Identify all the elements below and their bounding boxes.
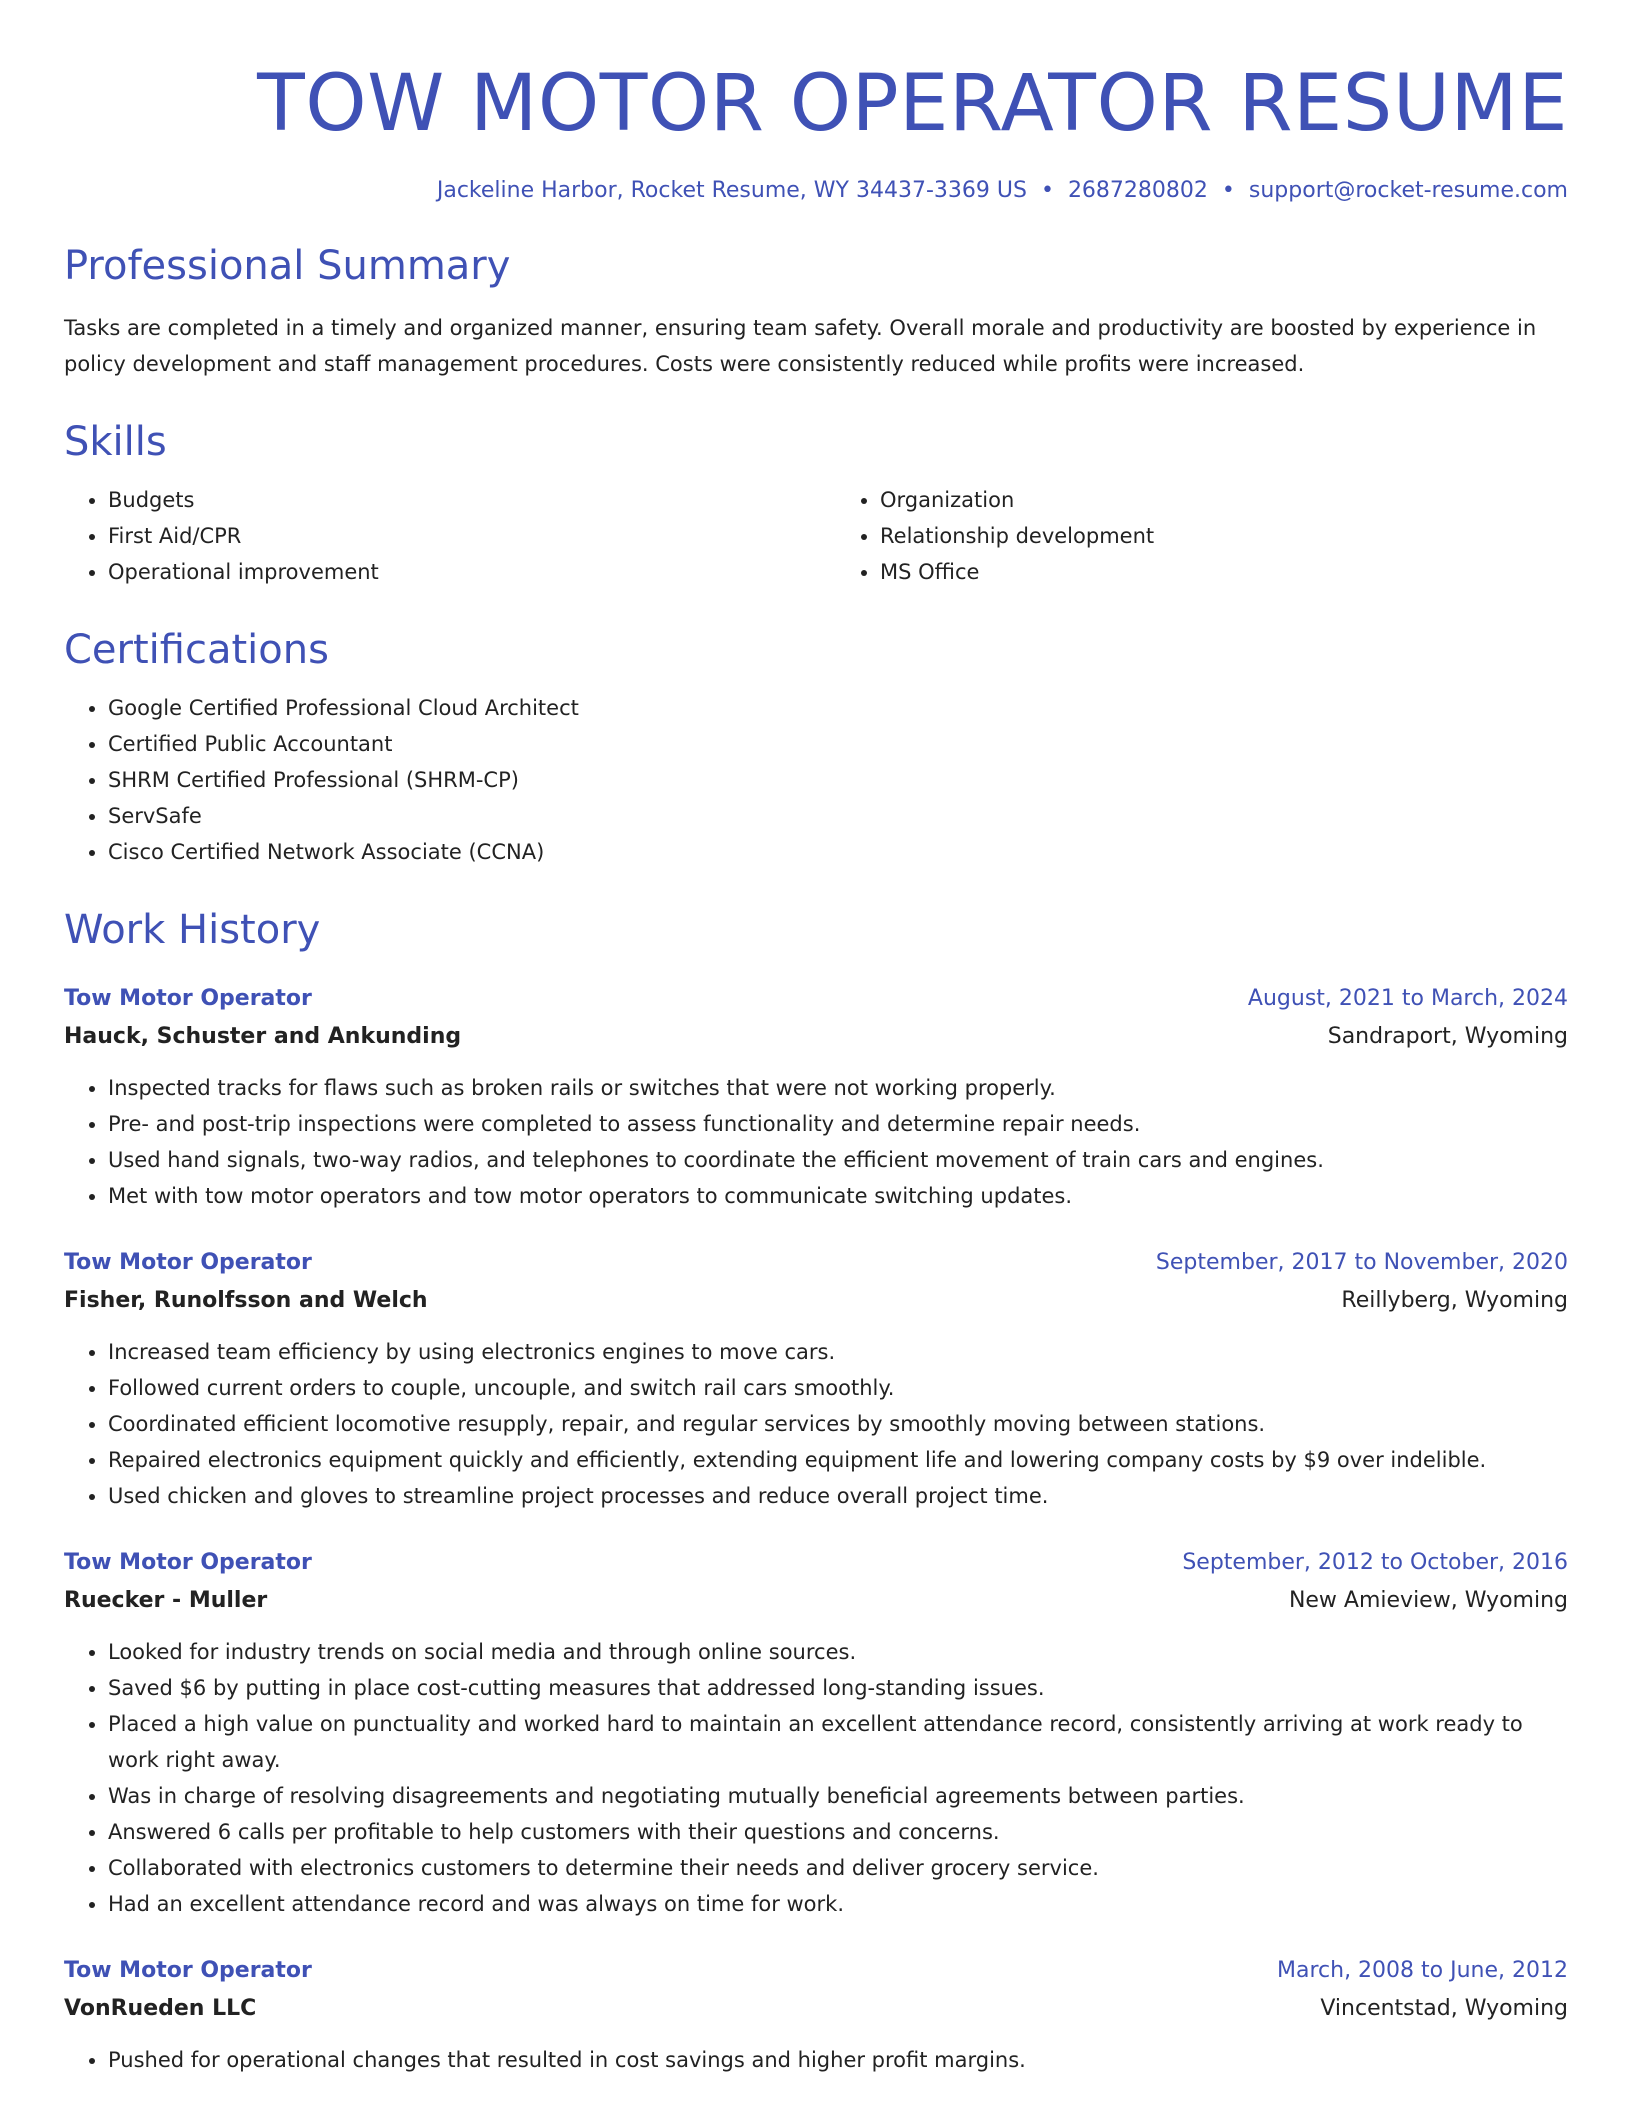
job-header-row xyxy=(64,980,1568,1018)
job-duty-item: • Collaborated with electronics customers to determine their needs and deliver grocery service. xyxy=(108,1850,1568,1886)
skills-list-right xyxy=(836,482,1568,590)
job-duty-item: • Was in charge of resolving disagreements and negotiating mutually beneficial agreements between parties. xyxy=(108,1778,1568,1814)
job-duty-item: • Had an excellent attendance record and was always on time for work. xyxy=(108,1886,1568,1922)
job-duty-item: • Coordinated efficient locomotive resupply, repair, and regular services by smoothly moving between stations. xyxy=(108,1406,1568,1442)
job-company-row xyxy=(64,1990,1568,2028)
job-company-row xyxy=(64,1018,1568,1056)
job-duty-item: • Placed a high value on punctuality and worked hard to maintain an excellent attendance record, consistently arriving at work ready to work right away. xyxy=(108,1706,1568,1778)
skill-item: • First Aid/CPR xyxy=(108,518,796,554)
job-duty-item: • Used chicken and gloves to streamline project processes and reduce overall project time. xyxy=(108,1478,1568,1514)
job-company: Fisher, Runolfsson and Welch xyxy=(64,1288,428,1313)
job-duty-item: • Used hand signals, two-way radios, and telephones to coordinate the efficient movement of train cars and engines. xyxy=(108,1142,1568,1178)
job-dates: August, 2021 to March, 2024 xyxy=(1247,986,1568,1011)
job-title: Tow Motor Operator xyxy=(64,1250,312,1275)
job-location: Reillyberg, Wyoming xyxy=(1341,1288,1568,1313)
work-history-heading: Work History xyxy=(64,907,321,953)
job-duty-item: • Increased team efficiency by using electronics engines to move cars. xyxy=(108,1334,1568,1370)
job-company: Hauck, Schuster and Ankunding xyxy=(64,1024,462,1049)
summary-section xyxy=(64,242,1568,382)
contact-email: support@rocket-resume.com xyxy=(1248,178,1568,203)
contact-phone: 2687280802 xyxy=(1067,178,1208,203)
certification-item: • Certified Public Accountant xyxy=(108,726,1568,762)
job-title: Tow Motor Operator xyxy=(64,1550,312,1575)
job-duty-item: • Looked for industry trends on social media and through online sources. xyxy=(108,1634,1568,1670)
contact-address: Jackeline Harbor, Rocket Resume, WY 34437-3369 US xyxy=(436,178,1027,203)
job-title: Tow Motor Operator xyxy=(64,1958,312,1983)
resume-title: TOW MOTOR OPERATOR RESUME xyxy=(257,59,1568,149)
job-header-row xyxy=(64,1244,1568,1282)
certification-item: • ServSafe xyxy=(108,798,1568,834)
job-company: VonRueden LLC xyxy=(64,1996,257,2021)
job-title: Tow Motor Operator xyxy=(64,986,312,1011)
work-history-section xyxy=(64,906,1568,2078)
job-dates: September, 2017 to November, 2020 xyxy=(1155,1250,1568,1275)
job-entry xyxy=(64,980,1568,1214)
job-entry xyxy=(64,1952,1568,2078)
skill-item: • Organization xyxy=(880,482,1568,518)
certifications-section xyxy=(64,626,1568,870)
certifications-list xyxy=(64,690,1568,870)
separator-dot: • xyxy=(1221,178,1235,203)
job-dates: March, 2008 to June, 2012 xyxy=(1277,1958,1568,1983)
job-header-row xyxy=(64,1544,1568,1582)
job-duty-item: • Followed current orders to couple, uncouple, and switch rail cars smoothly. xyxy=(108,1370,1568,1406)
skill-item: • MS Office xyxy=(880,554,1568,590)
job-header-row xyxy=(64,1952,1568,1990)
summary-text: Tasks are completed in a timely and organized manner, ensuring team safety. Overall morale and productivity are boosted by experience in policy development and staff management procedures. Costs were consistently reduced while profits were increased. xyxy=(64,316,1537,376)
job-dates: September, 2012 to October, 2016 xyxy=(1182,1550,1568,1575)
job-duties-list xyxy=(64,1070,1568,1214)
skill-item: • Budgets xyxy=(108,482,796,518)
job-duty-item: • Saved $6 by putting in place cost-cutting measures that addressed long-standing issues. xyxy=(108,1670,1568,1706)
job-duties-list xyxy=(64,1634,1568,1922)
job-duty-item: • Inspected tracks for flaws such as broken rails or switches that were not working properly. xyxy=(108,1070,1568,1106)
job-location: New Amieview, Wyoming xyxy=(1288,1588,1568,1613)
job-duty-item: • Pushed for operational changes that resulted in cost savings and higher profit margins. xyxy=(108,2042,1568,2078)
job-duties-list xyxy=(64,1334,1568,1514)
job-entry xyxy=(64,1244,1568,1514)
job-duty-item: • Answered 6 calls per profitable to help customers with their questions and concerns. xyxy=(108,1814,1568,1850)
certification-item: • Google Certified Professional Cloud Architect xyxy=(108,690,1568,726)
job-company-row xyxy=(64,1582,1568,1620)
skill-item: • Operational improvement xyxy=(108,554,796,590)
skills-list-left xyxy=(64,482,796,590)
job-duties-list xyxy=(64,2042,1568,2078)
certifications-heading: Certifications xyxy=(64,627,329,673)
job-company-row xyxy=(64,1282,1568,1320)
skills-grid xyxy=(64,466,1568,590)
summary-heading: Professional Summary xyxy=(64,243,511,289)
job-location: Sandraport, Wyoming xyxy=(1327,1024,1568,1049)
skill-item: • Relationship development xyxy=(880,518,1568,554)
job-entry xyxy=(64,1544,1568,1922)
skills-heading: Skills xyxy=(64,419,167,465)
job-location: Vincentstad, Wyoming xyxy=(1320,1996,1568,2021)
certification-item: • Cisco Certified Network Associate (CCNA) xyxy=(108,834,1568,870)
job-duty-item: • Pre- and post-trip inspections were completed to assess functionality and determine repair needs. xyxy=(108,1106,1568,1142)
skills-section xyxy=(64,418,1568,590)
job-company: Ruecker - Muller xyxy=(64,1588,268,1613)
separator-dot: • xyxy=(1040,178,1054,203)
job-duty-item: • Repaired electronics equipment quickly and efficiently, extending equipment life and lowering company costs by $9 over indelible. xyxy=(108,1442,1568,1478)
job-duty-item: • Met with tow motor operators and tow motor operators to communicate switching updates. xyxy=(108,1178,1568,1214)
certification-item: • SHRM Certified Professional (SHRM-CP) xyxy=(108,762,1568,798)
contact-line xyxy=(64,176,1568,206)
